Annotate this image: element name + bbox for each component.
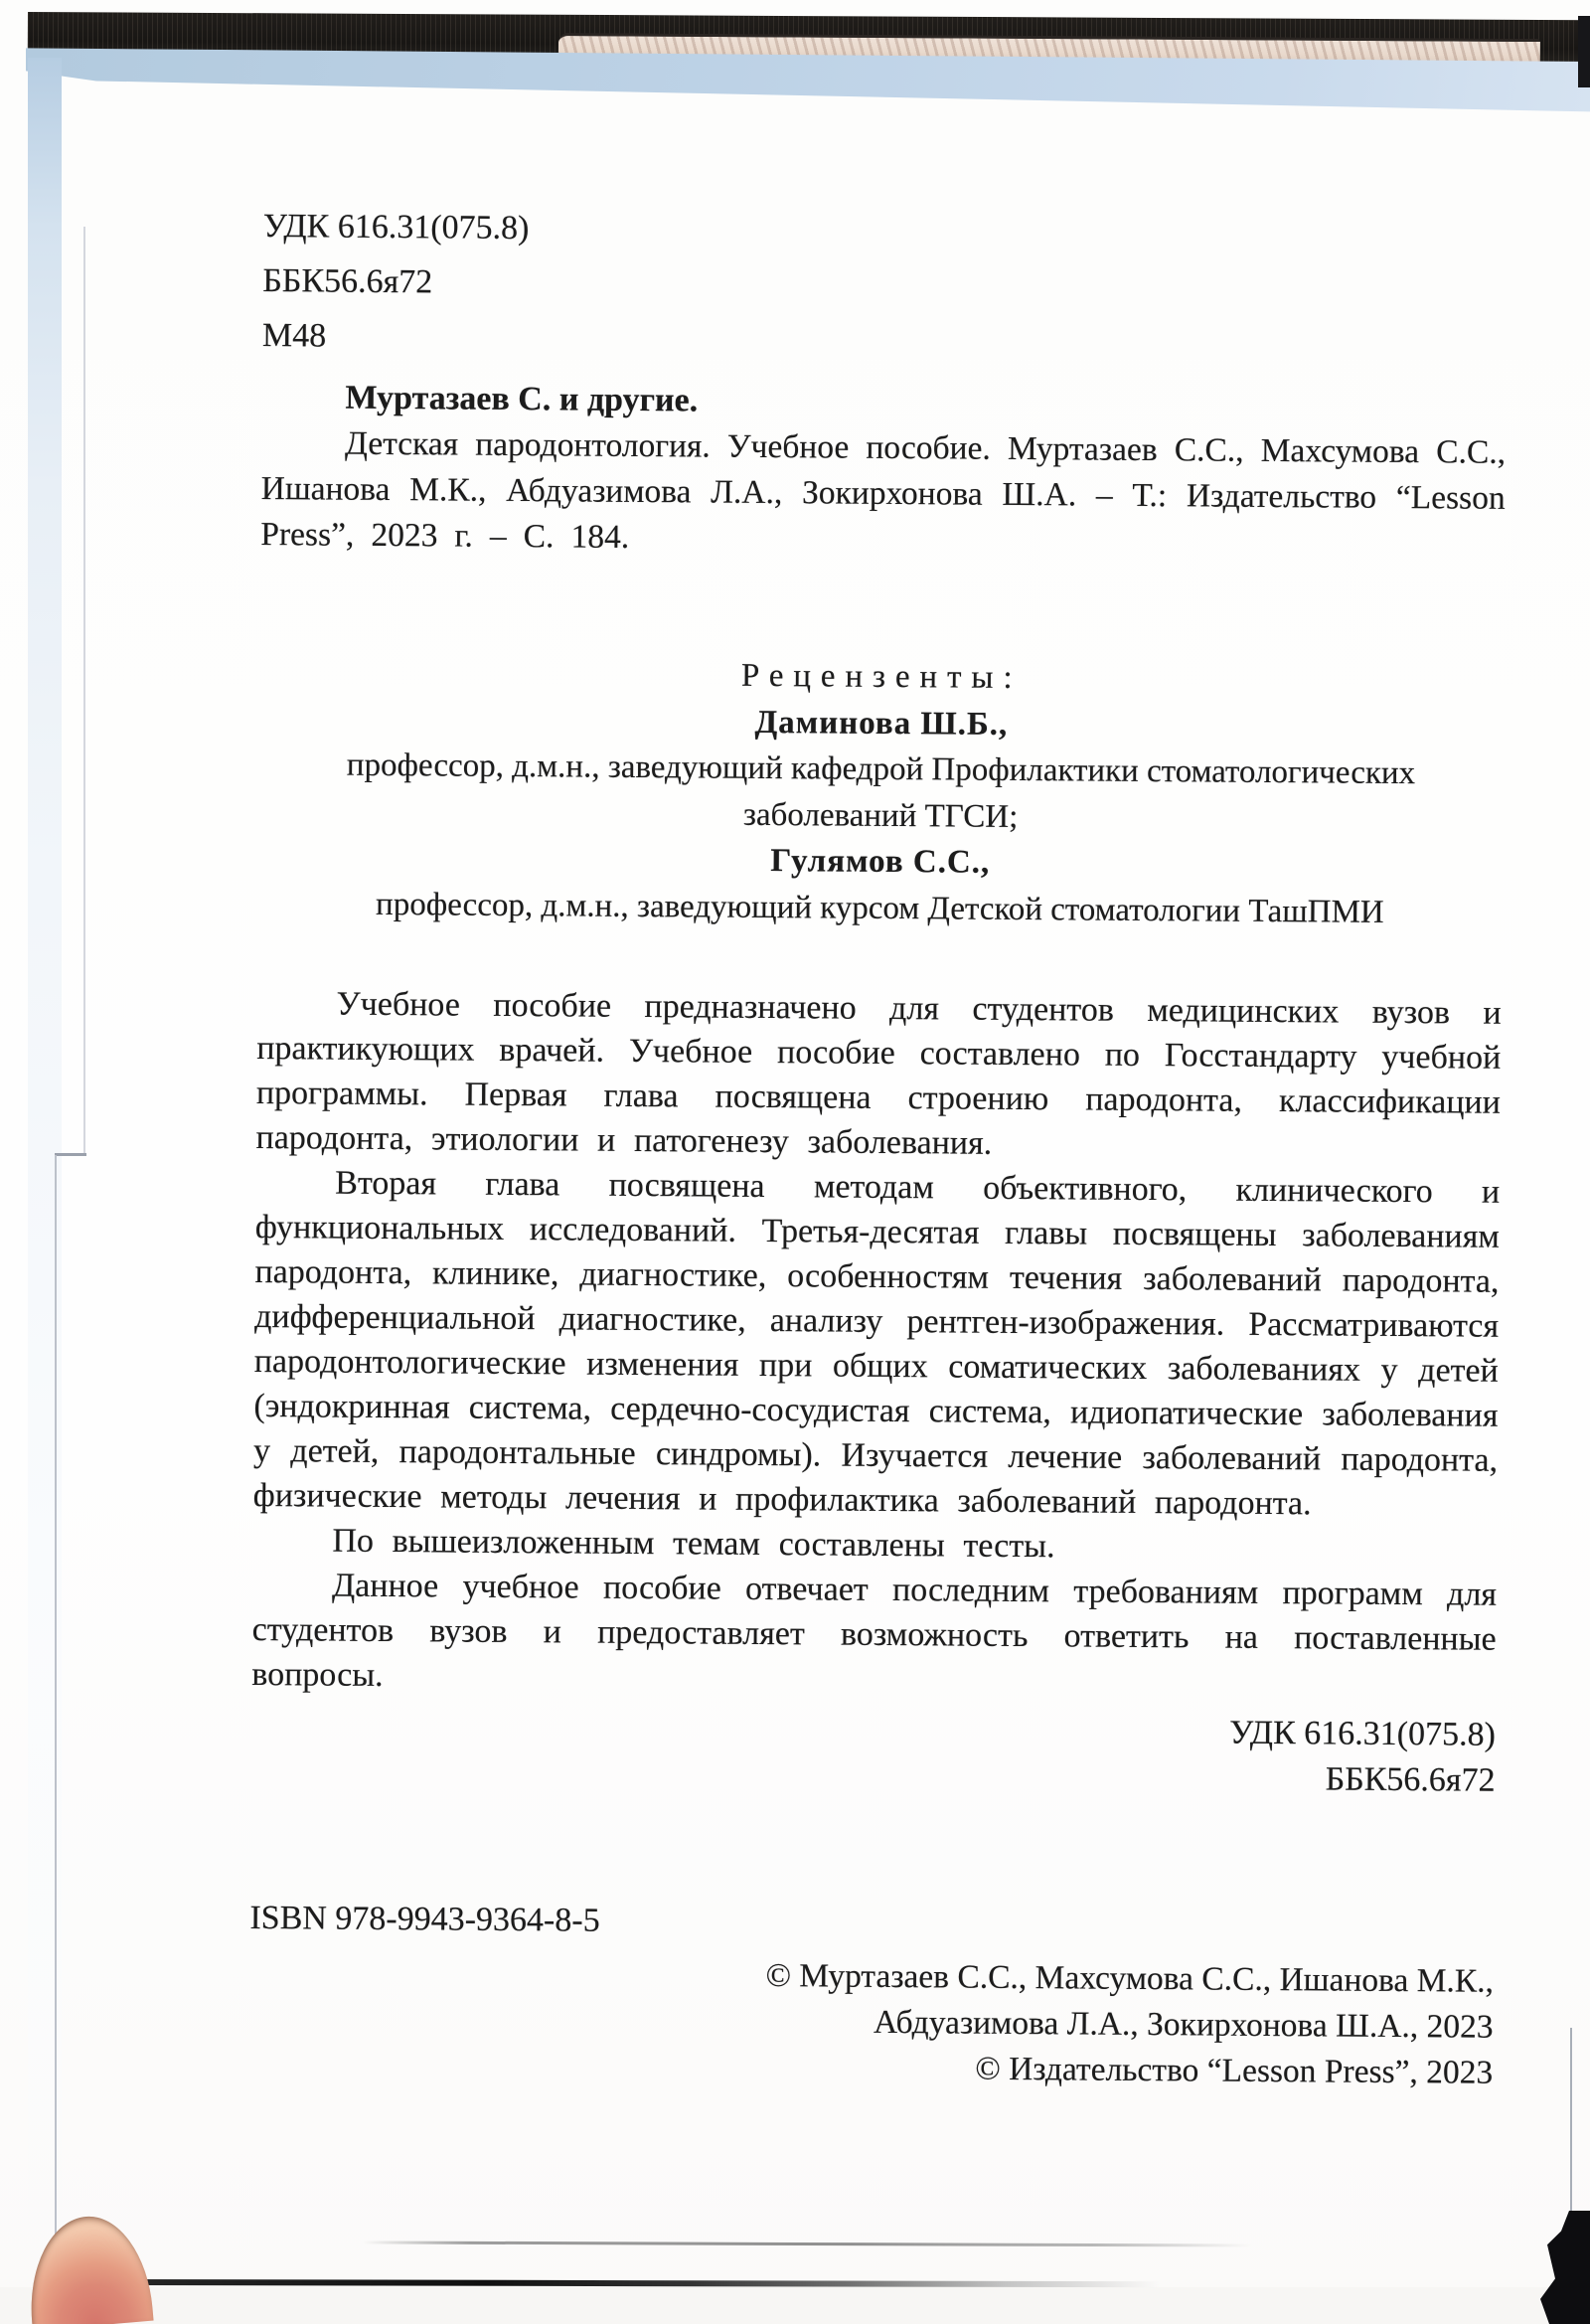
- authors-bold-line: Муртазаев С. и другие.: [345, 379, 699, 419]
- author-code-line: М48: [261, 316, 327, 355]
- udk-bottom-line: УДК 616.31(075.8): [1229, 1714, 1497, 1753]
- reviewer-1-name: Даминова Ш.Б.,: [754, 704, 1009, 743]
- annotation-paragraph-1: Учебное пособие предназначено для студентов медицинских вузов и практикующих врачей. Учебное пособие составлено по Госстандарту учебной программы. Первая глава посвящена строению пародонта, классификации пародонта, этиологии и патогенезу заболевания.: [255, 985, 1502, 1162]
- reviewers-heading: Рецензенты:: [740, 657, 1023, 697]
- imprint-top-block: [262, 199, 1508, 373]
- udk-top-line: УДК 616.31(075.8): [262, 207, 530, 248]
- annotation-paragraph-2: Вторая глава посвящена методам объективного, клинического и функциональных исследований. Третья-десятая главы посвящены заболеваниям пародонта, клинике, диагностике, особенностям течения заболеваний пародонта, дифференциальной диагностике, анализу рентген-изображения. Рассматриваются пародонтологические изменения при общих соматических заболеваниях у детей (эндокринная система, сердечно-сосудистая система, идиопатические заболевания у детей, пародонтальные синдромы). Изучается лечение заболеваний пародонта, физические методы лечения и профилактика заболеваний пародонта.: [252, 1164, 1501, 1523]
- imprint-page-content: [248, 199, 1508, 2096]
- bottom-right-corner-blob: [1540, 2211, 1590, 2324]
- copyright-authors-line-2: Абдуазимова Л.А., Зокирхонова Ш.А., 2023: [873, 2003, 1494, 2046]
- right-page-edge-line: [1570, 2028, 1572, 2222]
- copyright-authors-line-1: © Муртазаев С.С., Махсумова С.С., Ишанова М.К.,: [765, 1957, 1495, 2000]
- isbn-line: ISBN 978-9943-9364-8-5: [249, 1899, 600, 1939]
- reviewer-2-title: профессор, д.м.н., заведующий курсом Детской стоматологии ТашПМИ: [375, 886, 1384, 930]
- bbk-bottom-line: ББК56.6я72: [1325, 1760, 1496, 1799]
- right-dark-edge: [1578, 16, 1590, 87]
- bottom-page-strip: [0, 2287, 1590, 2324]
- page-edge-jog: [55, 1153, 86, 1156]
- reviewer-1-title: профессор, д.м.н., заведующий кафедрой Профилактики стоматологических заболеваний ТГСИ;: [346, 747, 1416, 835]
- page-edge-line-upper: [83, 227, 85, 1156]
- imprint-bottom-block: [250, 1703, 1496, 1804]
- annotation-paragraph-3: По вышеизложенным темам составлены тесты.: [332, 1522, 1055, 1566]
- bottom-faint-crease-line: [363, 2241, 1252, 2246]
- reviewer-2-name: Гулямов С.С.,: [770, 843, 991, 881]
- bbk-top-line: ББК56.6я72: [262, 261, 433, 301]
- copyright-publisher-line: © Издательство “Lesson Press”, 2023: [975, 2050, 1494, 2091]
- reviewers-block: [257, 649, 1504, 936]
- annotation-paragraph-4: Данное учебное пособие отвечает последним требованиям программ для студентов вузов и предоставляет возможность ответить на поставленные вопросы.: [251, 1567, 1498, 1694]
- annotation-block: [251, 981, 1502, 1707]
- bottom-page-edge-line: [38, 2279, 1161, 2287]
- copyright-block: [248, 1949, 1494, 2096]
- page-edge-line-lower: [55, 1155, 57, 2280]
- bibliographic-citation: Детская пародонтология. Учебное пособие. Муртазаев С.С., Махсумова С.С., Ишанова М.К., Абдуазимова Л.А., Зокирхонова Ш.А. – Т.: Издательство “Lesson Press”, 2023 г. – С. 184.: [260, 424, 1507, 556]
